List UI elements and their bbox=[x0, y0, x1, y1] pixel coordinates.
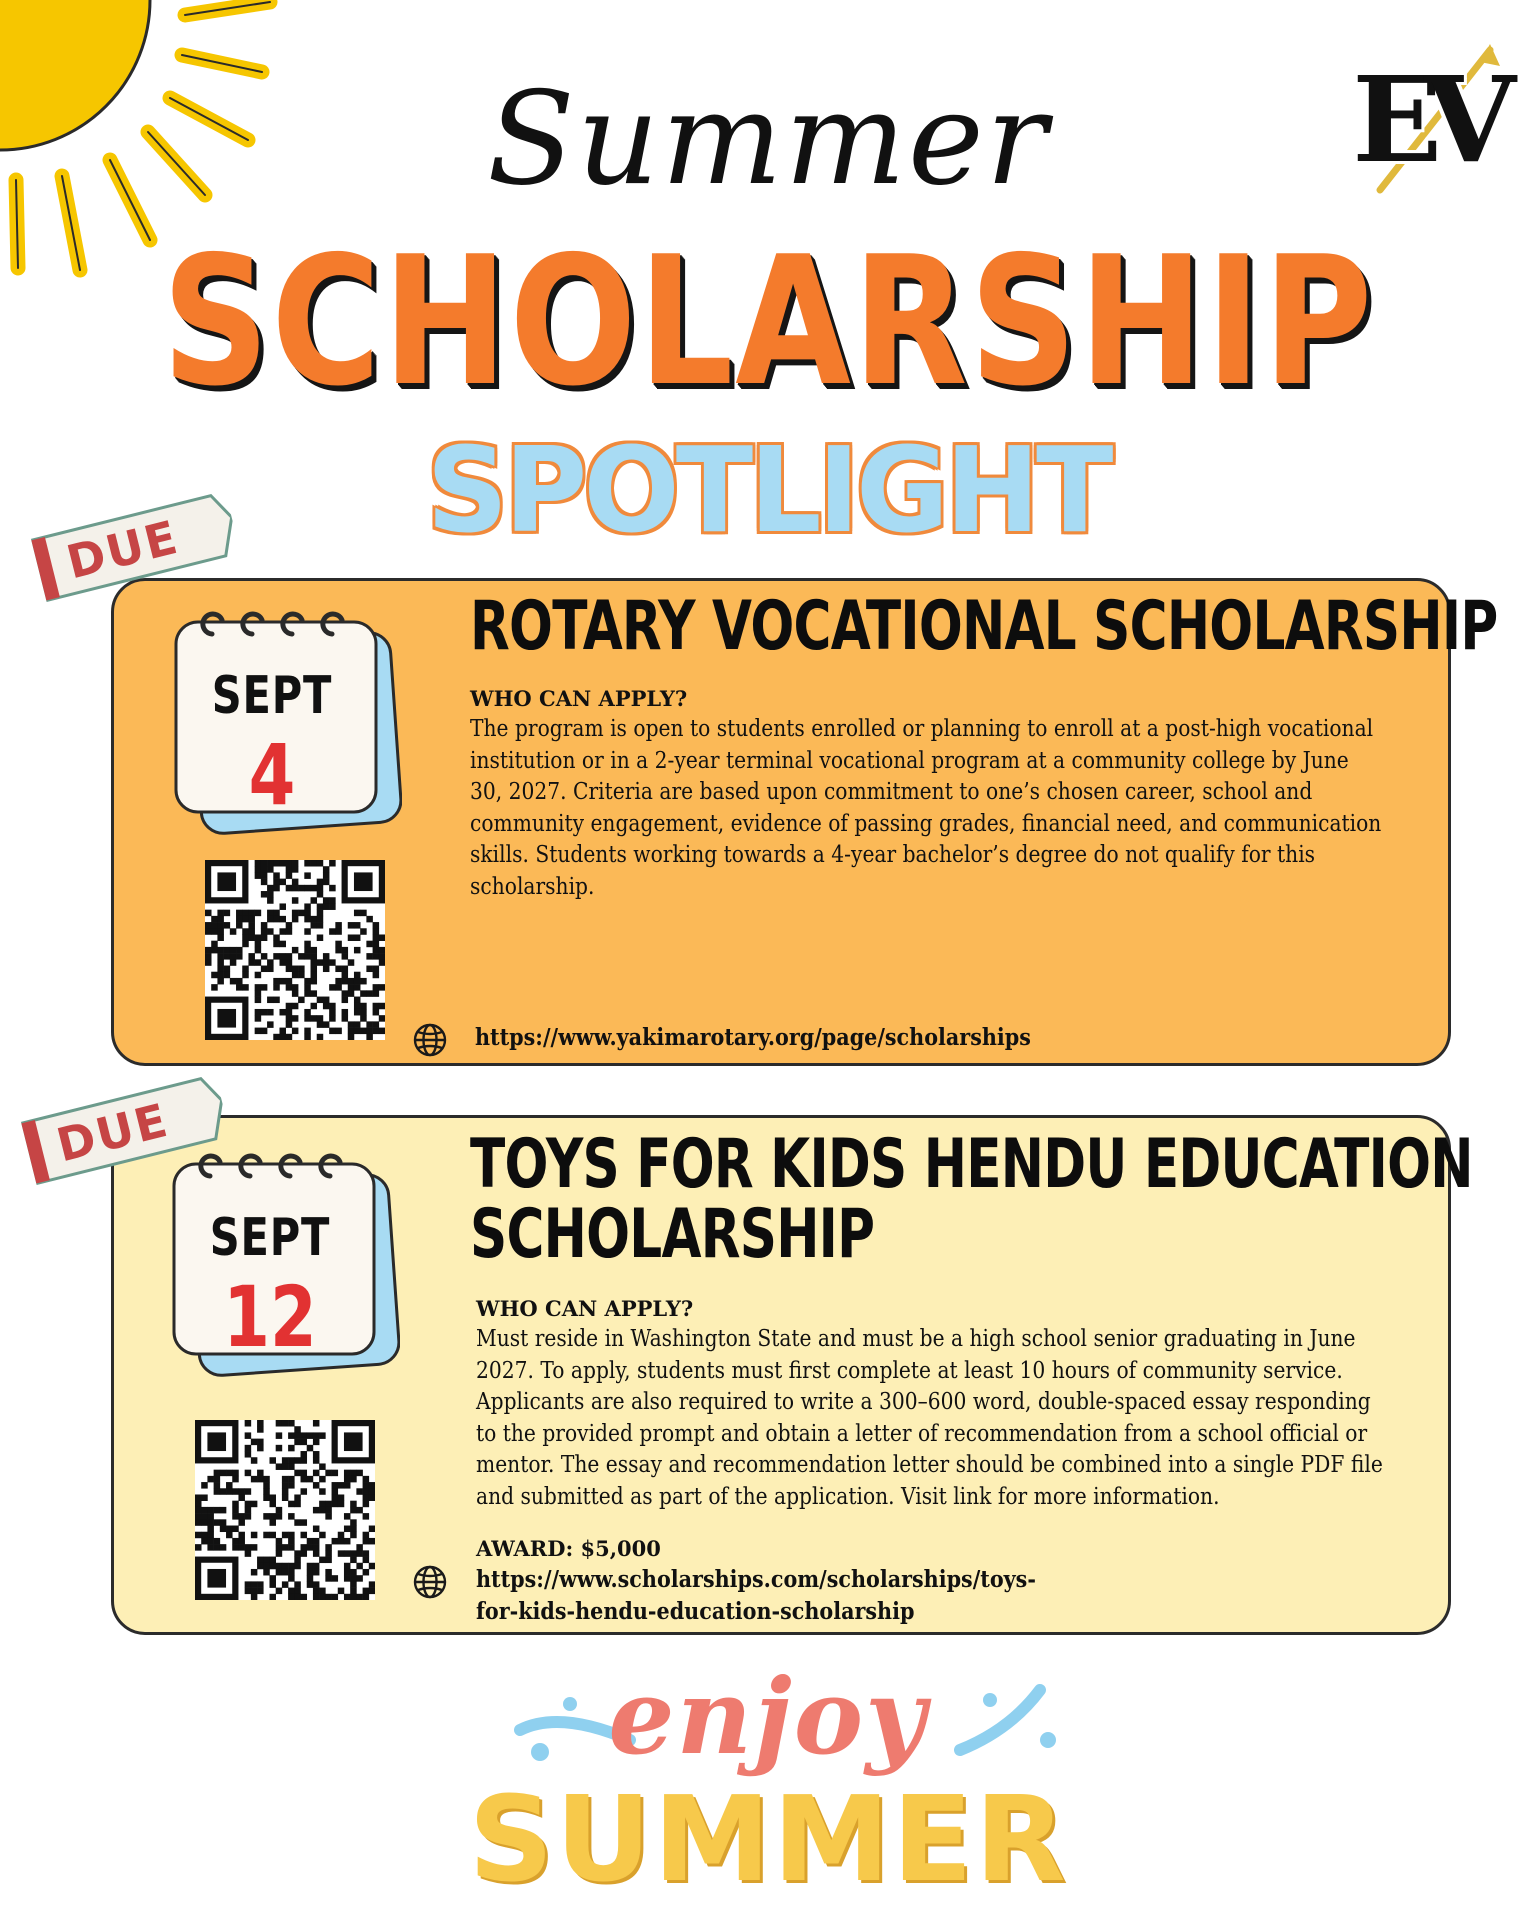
qr-code-icon[interactable] bbox=[205, 860, 385, 1040]
due-label: DUE bbox=[61, 509, 185, 590]
eligibility-description: Must reside in Washington State and must be a high school senior graduating in June 2027. To apply, students must first complete at least 10 hours of community service. Applicants are also required to write a 300–600 word, double-spaced essay responding to the provided prompt and obtain a letter of recommendation from a school official or mentor. The essay and recommendation letter should be combined into a single PDF file and submitted as part of the application. Visit link for more information. bbox=[476, 1326, 1383, 1510]
eligibility-description: The program is open to students enrolled or planning to enroll at a post-high vocational institution or in a 2-year terminal vocational program at a community college by June 30, 2027. Criteria are based upon commitment to one’s chosen career, school and community engagement, evidence of passing grades, financial need, and communication skills. Students working towards a 4-year bachelor’s degree do not qualify for this scholarship. bbox=[470, 716, 1382, 900]
summer-text: SUMMER bbox=[468, 1770, 1068, 1908]
scholarship-title-line: ROTARY VOCATIONAL SCHOLARSHIP bbox=[470, 587, 1498, 666]
due-label: DUE bbox=[51, 1092, 175, 1173]
who-can-apply-label: WHO CAN APPLY? bbox=[476, 1296, 694, 1321]
enjoy-text: enjoy bbox=[608, 1655, 928, 1778]
due-month: SEPT bbox=[209, 1208, 331, 1268]
logo-lettering: EV bbox=[1352, 50, 1498, 189]
calendar-icon bbox=[170, 1142, 400, 1382]
due-day: 4 bbox=[248, 726, 296, 824]
due-day: 12 bbox=[223, 1268, 317, 1366]
scholarship-title bbox=[470, 587, 1498, 666]
qr-code-icon[interactable] bbox=[195, 1420, 375, 1600]
award-amount: AWARD: $5,000 bbox=[476, 1536, 661, 1561]
due-month: SEPT bbox=[211, 666, 333, 726]
globe-icon bbox=[412, 1022, 448, 1058]
page-title: SCHOLARSHIP bbox=[161, 218, 1375, 425]
calendar-icon bbox=[172, 600, 402, 840]
scholarship-link[interactable]: https://www.scholarships.com/scholarships/toys-for-kids-hendu-education-scholarship bbox=[476, 1566, 1036, 1625]
page-subtitle: SPOTLIGHT bbox=[426, 421, 1110, 559]
globe-icon bbox=[412, 1564, 448, 1600]
scholarship-title bbox=[470, 1125, 1473, 1274]
scholarship-link[interactable]: https://www.yakimarotary.org/page/scholarships bbox=[475, 1024, 1031, 1051]
scholarship-title-line: SCHOLARSHIP bbox=[470, 1195, 875, 1274]
scholarship-title-line: TOYS FOR KIDS HENDU EDUCATION bbox=[470, 1125, 1473, 1204]
title-script: Summer bbox=[487, 65, 1049, 214]
who-can-apply-label: WHO CAN APPLY? bbox=[470, 686, 688, 711]
